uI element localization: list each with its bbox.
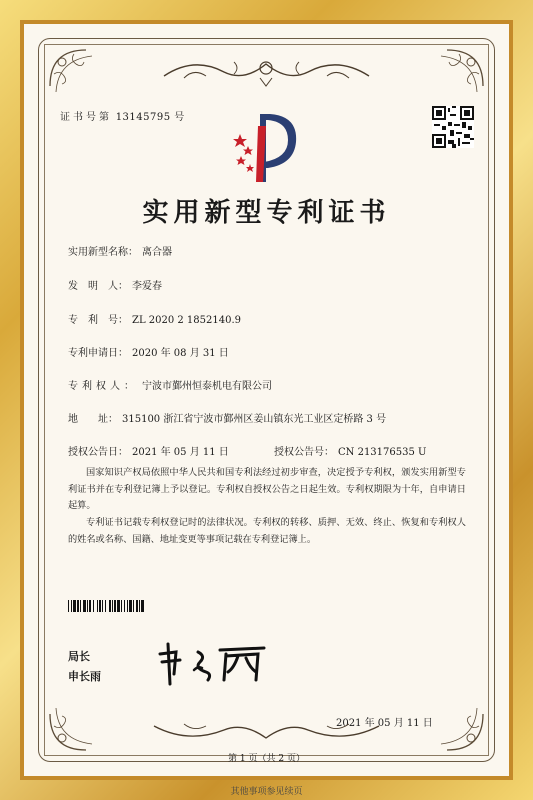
field-address <box>68 410 386 425</box>
field-utility-model-name <box>68 243 172 258</box>
certificate-paragraph-2: 专利证书记载专利权登记时的法律状况。专利权的转移、质押、无效、终止、恢复和专利权人的姓名或名称、国籍、地址变更等事项记载在专利登记簿上。 <box>68 517 466 545</box>
field-filing-date <box>68 344 229 359</box>
field-label: 发 明 人： <box>68 281 128 292</box>
corner-ornament-icon <box>427 46 487 106</box>
certificate-number-value: 13145795 <box>115 112 171 123</box>
field-grant-number <box>274 443 426 458</box>
field-patentee <box>68 377 272 392</box>
field-value: CN 213176535 U <box>338 447 427 458</box>
director-title: 局长 <box>68 650 90 663</box>
field-label: 专利申请日： <box>68 348 128 359</box>
sign-date: 2021 年 05 月 11 日 <box>336 718 433 729</box>
page-number: 第 1 页（共 2 页） <box>228 754 305 764</box>
certificate-number-label: 证书号第 <box>60 112 112 123</box>
field-inventor <box>68 277 162 292</box>
certificate-paragraph-1: 国家知识产权局依照中华人民共和国专利法经过初步审查，决定授予专利权，颁发实用新型专利证书并在专利登记簿上予以登记。专利权自授权公告之日起生效。专利权期限为十年，自申请日起算。 <box>68 467 466 511</box>
field-label: 地 址： <box>68 414 118 425</box>
field-grant-date <box>68 443 229 458</box>
certificate-paper <box>24 24 509 797</box>
field-label: 授权公告号： <box>274 447 334 458</box>
field-value: 2021 年 05 月 11 日 <box>132 447 229 458</box>
field-label: 授权公告日： <box>68 447 128 458</box>
continuation-note: 其他事项参见续页 <box>230 787 303 797</box>
field-value: 315100 浙江省宁波市鄞州区姜山镇东光工业区定桥路 3 号 <box>122 414 387 425</box>
certificate-title: 实用新型专利证书 <box>142 198 391 228</box>
ornament-icon <box>164 54 369 88</box>
field-label: 实用新型名称： <box>68 247 138 258</box>
field-label: 专 利 号： <box>68 315 128 326</box>
signature-icon <box>154 640 274 688</box>
qr-code-icon <box>432 106 474 148</box>
field-value: 离合器 <box>142 247 172 258</box>
corner-ornament-icon <box>427 694 487 754</box>
field-value: 李爱春 <box>132 281 162 292</box>
barcode-icon <box>68 600 222 612</box>
field-label: 专利权人： <box>68 381 138 392</box>
ornament-icon <box>154 716 379 746</box>
director-name: 申长雨 <box>68 670 101 683</box>
certificate-number-suffix: 号 <box>174 112 185 123</box>
corner-ornament-icon <box>46 46 106 106</box>
field-value: ZL 2020 2 1852140.9 <box>132 315 242 326</box>
field-value: 宁波市鄞州恒泰机电有限公司 <box>142 381 272 392</box>
corner-ornament-icon <box>46 694 106 754</box>
field-patent-number <box>68 311 241 326</box>
cnipa-emblem-icon <box>230 106 304 186</box>
certificate-number <box>60 108 185 123</box>
field-value: 2020 年 08 月 31 日 <box>132 348 229 359</box>
